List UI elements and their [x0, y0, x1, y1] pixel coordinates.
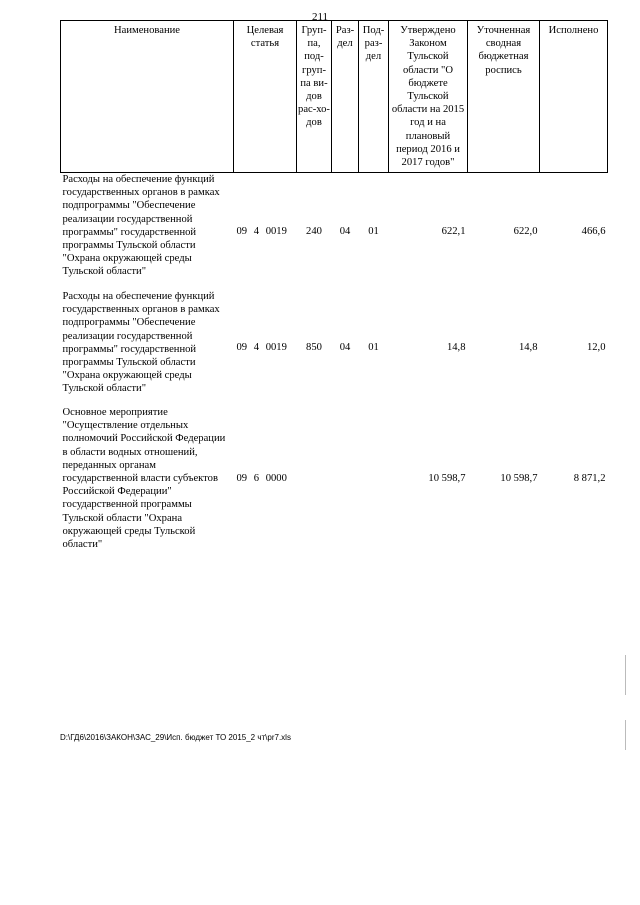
- table-row: [61, 406, 608, 551]
- row-group: 240: [306, 225, 322, 237]
- row-article: 09 4 0019: [236, 225, 287, 237]
- row-approved: 14,8: [446, 342, 466, 354]
- scan-artifact-line: [625, 655, 626, 695]
- row-refined: 622,0: [513, 225, 538, 237]
- row-executed: 12,0: [586, 342, 606, 354]
- header-section: Раз-дел: [332, 21, 359, 173]
- row-refined: 10 598,7: [500, 473, 538, 485]
- row-approved: 622,1: [441, 225, 466, 237]
- row-executed: 466,6: [581, 225, 606, 237]
- header-refined: Уточненная сводная бюджетная роспись: [468, 21, 540, 173]
- row-refined: 14,8: [518, 342, 538, 354]
- row-name: Расходы на обеспечение функций государственных органов в рамках подпрограммы "Обеспечение реализации государственной программы" государственной программы Тульской области "Охрана окружающей среды Тульской области": [62, 174, 220, 278]
- table-row: [61, 173, 608, 291]
- row-group: [297, 406, 332, 551]
- table-row: [61, 290, 608, 406]
- row-subsection: 01: [368, 342, 379, 354]
- row-name: Основное мероприятие "Осуществление отдельных полномочий Российской Федерации в области водных отношений, переданных органам государственной власти субъектов Российской Федерации" государственной программы Тульской области "Охрана окружающей среды Тульской области": [62, 407, 226, 551]
- header-expense-group: Груп-па, под-груп-па ви-дов рас-хо-дов: [297, 21, 332, 173]
- row-article: 09 6 0000: [236, 473, 287, 485]
- header-subsection: Под-раз-дел: [359, 21, 389, 173]
- budget-table: [60, 20, 608, 551]
- row-name: Расходы на обеспечение функций государственных органов в рамках подпрограммы "Обеспечение реализации государственной программы" государственной программы Тульской области "Охрана окружающей среды Тульской области": [62, 291, 220, 395]
- header-article: Целевая статья: [234, 21, 297, 173]
- row-article: 09 4 0019: [236, 342, 287, 354]
- header-name: Наименование: [61, 21, 234, 173]
- scan-artifact-line: [625, 720, 626, 750]
- row-approved: 10 598,7: [428, 473, 466, 485]
- header-row: [61, 21, 608, 173]
- row-subsection: [359, 406, 389, 551]
- file-path-footer: D:\ГД6\2016\ЗАКОН\ЗАС_29\Исп. бюджет ТО 2015_2 чт\pr7.xls: [60, 733, 291, 742]
- row-group: 850: [306, 342, 322, 354]
- row-section: [332, 406, 359, 551]
- header-executed: Исполнено: [540, 21, 608, 173]
- page-number: 211: [311, 11, 329, 23]
- header-approved: Утверждено Законом Тульской области "О бюджете Тульской области на 2015 год и на плановый период 2016 и 2017 годов": [389, 21, 468, 173]
- row-subsection: 01: [368, 225, 379, 237]
- row-executed: 8 871,2: [573, 473, 606, 485]
- row-section: 04: [339, 225, 351, 237]
- row-section: 04: [339, 342, 351, 354]
